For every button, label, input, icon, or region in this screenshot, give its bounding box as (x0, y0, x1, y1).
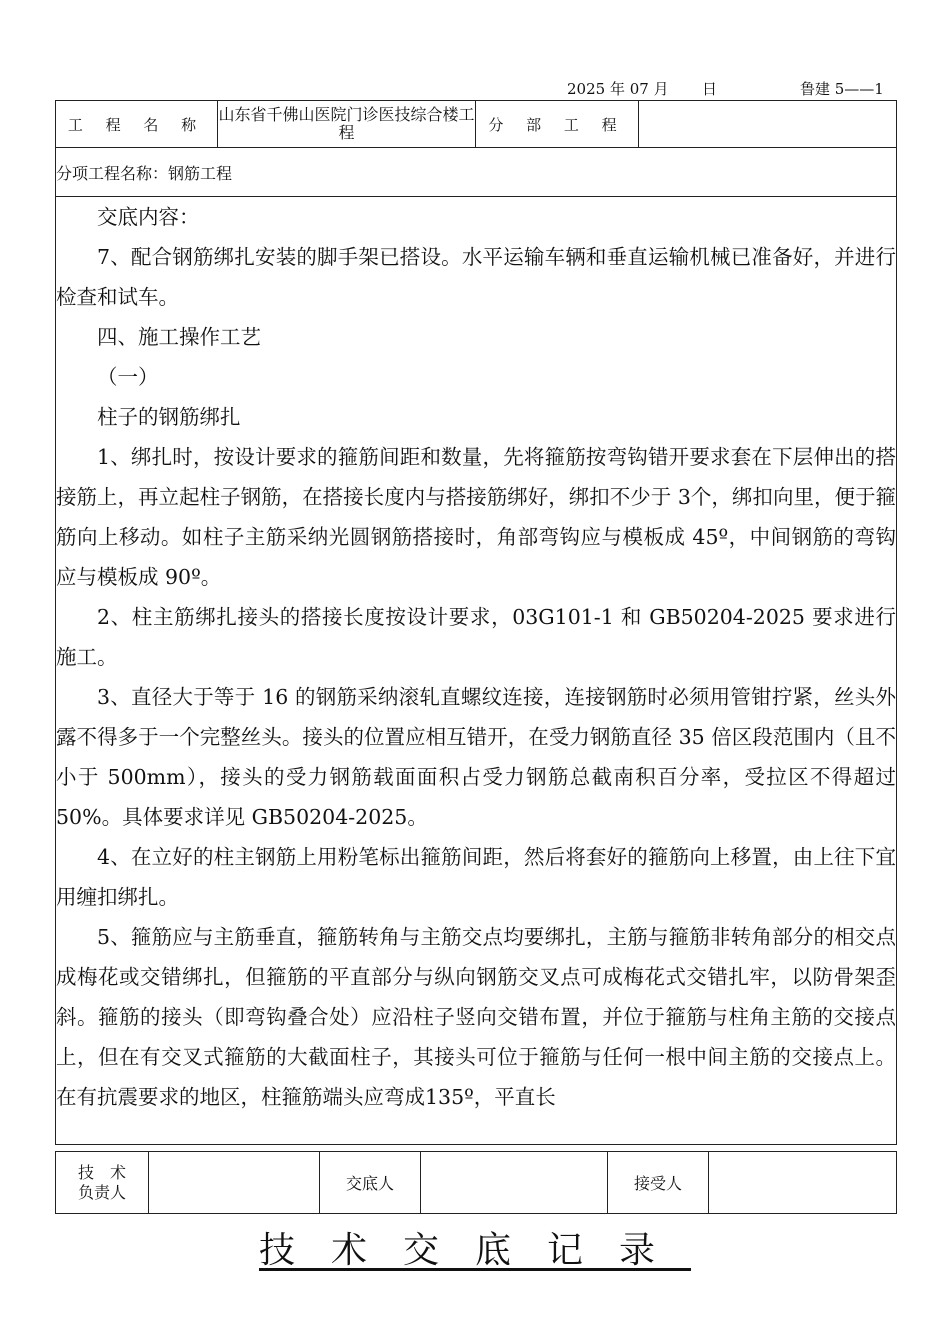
receiver-label: 接受人 (608, 1152, 709, 1214)
tech-lead-label (56, 1152, 149, 1214)
content-paragraph: 5、箍筋应与主筋垂直，箍筋转角与主筋交点均要绑扎，主筋与箍筋非转角部分的相交点成梅花或交错绑扎，但箍筋的平直部分与纵向钢筋交叉点可成梅花式交错扎牢，以防骨架歪斜。箍筋的接头（即弯钩叠合处）应沿柱子竖向交错布置，并位于箍筋与柱角主筋的交接点上，但在有交叉式箍筋的大截面柱子，其接头可位于箍筋与任何一根中间主筋的交接点上。在有抗震要求的地区，柱箍筋端头应弯成135º，平直长 (56, 925, 896, 1109)
date-day-label: 日 (702, 80, 718, 98)
receiver-signature (709, 1152, 897, 1214)
date-year-month: 2025 年 07 月 (567, 80, 669, 98)
document-code: 鲁建 5——1 (800, 80, 884, 98)
division-value (639, 101, 897, 148)
presenter-label: 交底人 (320, 1152, 421, 1214)
signature-table (55, 1151, 897, 1214)
content-paragraph: 4、在立好的柱主钢筋上用粉笔标出箍筋间距，然后将套好的箍筋向上移置，由上往下宜用缠扣绑扎。 (56, 845, 896, 909)
presenter-signature (421, 1152, 608, 1214)
tech-lead-label-line2: 负责人 (77, 1182, 126, 1202)
content-paragraph: 1、绑扎时，按设计要求的箍筋间距和数量，先将箍筋按弯钩错开要求套在下层伸出的搭接筋上，再立起柱子钢筋，在搭接长度内与搭接筋绑好，绑扣不少于 3个，绑扣向里，便于箍筋向上移动。如柱子主筋采纳光圆钢筋搭接时，角部弯钩应与模板成 45º，中间钢筋的弯钩应与模板成 90º。 (56, 445, 896, 589)
project-name-label: 工 程 名 称 (56, 101, 218, 148)
content-paragraph: 3、直径大于等于 16 的钢筋采纳滚轧直螺纹连接，连接钢筋时必须用管钳拧紧，丝头外露不得多于一个完整丝头。接头的位置应相互错开，在受力钢筋直径 35 倍区段范围内（且不小于 500mm），接头的受力钢筋载面面积占受力钢筋总截南积百分率，受拉区不得超过 50%。具体要求详见 GB50204-2025。 (56, 685, 896, 829)
content-subsection: （一） (97, 365, 159, 389)
tech-lead-signature (149, 1152, 320, 1214)
disclosure-form (55, 100, 897, 1145)
content-heading: 交底内容： (97, 205, 200, 229)
disclosure-content (56, 197, 897, 1145)
division-label: 分 部 工 程 (476, 101, 639, 148)
content-paragraph: 7、配合钢筋绑扎安装的脚手架已搭设。水平运输车辆和垂直运输机械已准备好，并进行检查和试车。 (56, 245, 896, 309)
tech-lead-label-line1: 技 术 (77, 1162, 126, 1182)
document-title: 技术交底记录 (258, 1230, 691, 1271)
project-name-value: 山东省千佛山医院门诊医技综合楼工程 (218, 101, 476, 148)
subitem-name: 分项工程名称：钢筋工程 (56, 148, 897, 197)
content-subtitle: 柱子的钢筋绑扎 (97, 405, 241, 429)
content-section-title: 四、施工操作工艺 (97, 325, 261, 349)
content-paragraph: 2、柱主筋绑扎接头的搭接长度按设计要求，03G101-1 和 GB50204-2025 要求进行施工。 (56, 605, 896, 669)
